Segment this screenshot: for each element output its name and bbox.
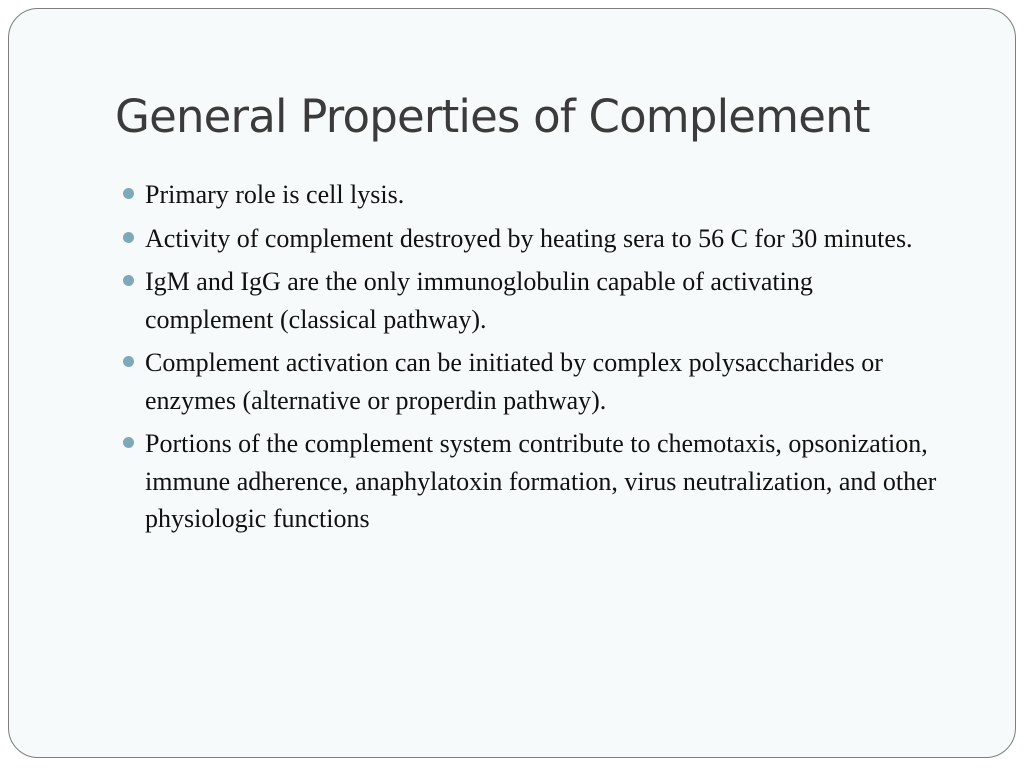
bullet-dot-icon (123, 188, 134, 199)
bullet-text: Primary role is cell lysis. (145, 180, 405, 209)
bullet-text: Activity of complement destroyed by heating sera to 56 C for 30 minutes. (145, 223, 913, 253)
bullet-dot-icon (123, 275, 134, 286)
slide-title: General Properties of Complement (115, 90, 870, 143)
bullet-item (115, 425, 945, 538)
bullet-text: Complement activation can be initiated by complex polysaccharides or enzymes (alternative or properdin pathway). (145, 348, 883, 415)
bullet-item (115, 344, 945, 419)
bullet-item (115, 263, 945, 338)
bullet-text: Portions of the complement system contribute to chemotaxis, opsonization, immune adherence, anaphylatoxin formation, virus neutralization, and other physiologic functions (145, 429, 937, 533)
bullet-dot-icon (123, 232, 134, 243)
bullet-text: IgM and IgG are the only immunoglobulin capable of activating complement (classical pathway). (145, 267, 813, 334)
bullet-item (115, 220, 945, 258)
bullet-list (115, 176, 945, 544)
bullet-item (115, 176, 945, 214)
bullet-dot-icon (123, 437, 134, 448)
slide (8, 8, 1016, 758)
bullet-dot-icon (123, 356, 134, 367)
